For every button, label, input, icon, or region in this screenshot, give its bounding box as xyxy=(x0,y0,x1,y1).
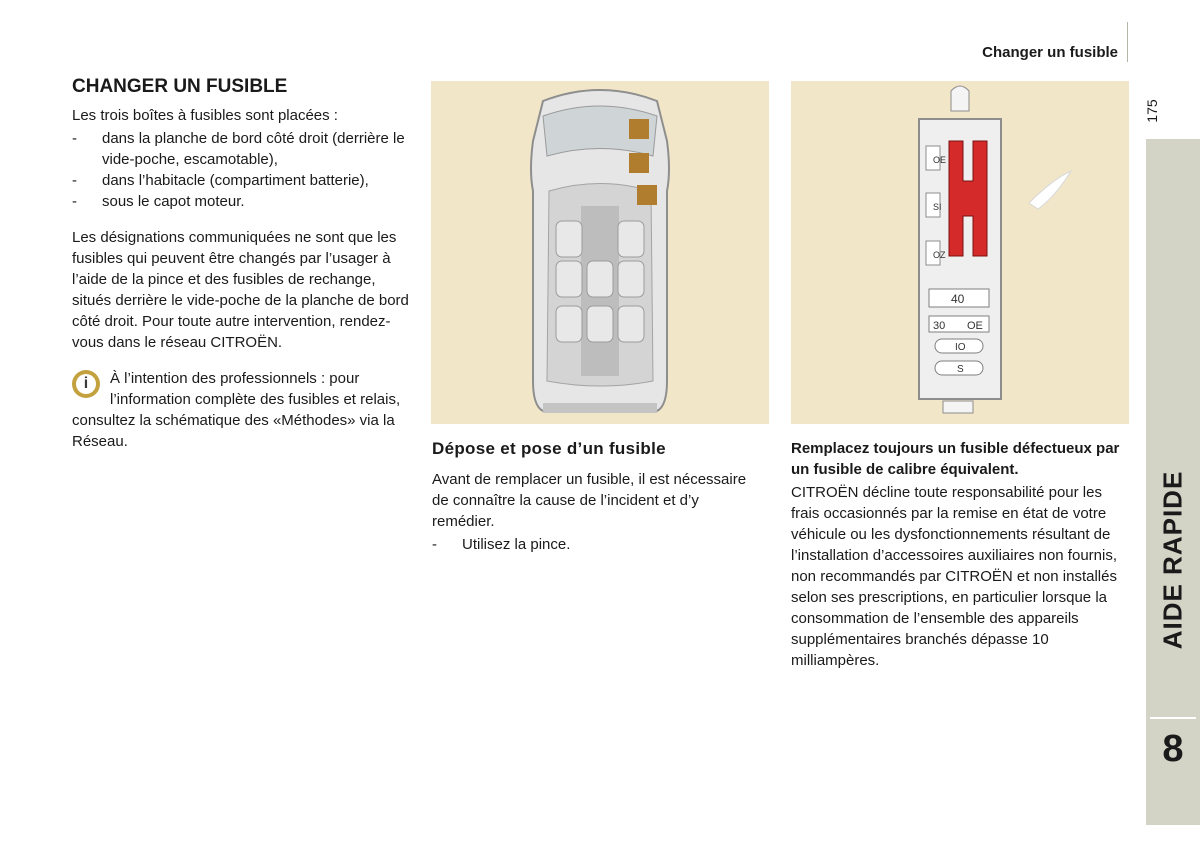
info-icon xyxy=(72,370,100,398)
fuse-label: OZ xyxy=(933,250,946,260)
fuse-label: 40 xyxy=(951,292,965,306)
list-item: - dans la planche de bord côté droit (derrière le vide-poche, escamotable), xyxy=(72,128,417,170)
fuse-label: SI xyxy=(933,202,942,212)
fuse-box-marker xyxy=(637,185,657,205)
fuse-label: IO xyxy=(955,342,966,353)
warning-note: Remplacez toujours un fusible défectueux par un fusible de calibre équivalent. xyxy=(791,440,1120,478)
middle-column xyxy=(432,438,762,555)
list-item: - dans l’habitacle (compartiment batterie), xyxy=(72,170,417,191)
header-divider xyxy=(1127,22,1128,62)
subsection-heading: Dépose et pose d’un fusible xyxy=(432,439,666,458)
replacement-paragraph: Avant de remplacer un fusible, il est nécessaire de connaître la cause de l’incident et d’y remédier. xyxy=(432,471,747,530)
fuse-box-figure xyxy=(791,81,1129,424)
vehicle-top-view-illustration xyxy=(431,81,769,424)
list-item: - Utilisez la pince. xyxy=(432,534,762,555)
fuse-box-location-list xyxy=(72,128,417,212)
step-list xyxy=(432,534,762,555)
fuse-label: OE xyxy=(933,155,947,165)
chapter-title-text: AIDE RAPIDE xyxy=(1157,470,1188,650)
fuse-box-marker xyxy=(629,119,649,139)
designation-paragraph: Les désignations communiquées ne sont que les fusibles qui peuvent être changés par l’usager à l’aide de la pince et des fusibles de rechange, situés derrière le vide-poche de la planche de bord côté droit. Pour toute autre intervention, rendez-vous dans le réseau CITROËN. xyxy=(72,229,409,351)
left-column xyxy=(72,76,417,452)
section-heading: CHANGER UN FUSIBLE xyxy=(72,76,288,97)
fuse-label: OE xyxy=(967,320,983,332)
chapter-title xyxy=(1146,400,1200,720)
page-number: 175 xyxy=(1144,99,1160,123)
list-item: - sous le capot moteur. xyxy=(72,191,417,212)
fuse-label: S xyxy=(957,364,964,375)
disclaimer-paragraph: CITROËN décline toute responsabilité pour les frais occasionnés par la remise en état de votre véhicule ou les dysfonctionnements résultant de l’installation d’accessoires auxiliaires non fournis, non recommandés par CITROËN et non installés selon ses prescriptions, en particulier lorsque la consommation de l’ensemble des appareils supplémentaires branchés dépasse 10 milliampères. xyxy=(791,484,1117,669)
chapter-number: 8 xyxy=(1162,728,1184,770)
fuse-box-marker xyxy=(629,153,649,173)
chapter-divider xyxy=(1150,717,1196,719)
vehicle-top-view-figure xyxy=(431,81,769,424)
info-note xyxy=(72,368,417,452)
info-note-text: À l’intention des professionnels : pour l’information complète des fusibles et relais, consultez la schématique des «Méthodes» via la Réseau. xyxy=(72,370,401,450)
info-icon-glyph: i xyxy=(76,374,96,394)
intro-text: Les trois boîtes à fusibles sont placées : xyxy=(72,107,338,124)
running-header: Changer un fusible xyxy=(982,44,1118,61)
right-column xyxy=(791,438,1131,671)
fuse-label: 30 xyxy=(933,320,946,332)
fuse-box-illustration xyxy=(791,81,1129,424)
